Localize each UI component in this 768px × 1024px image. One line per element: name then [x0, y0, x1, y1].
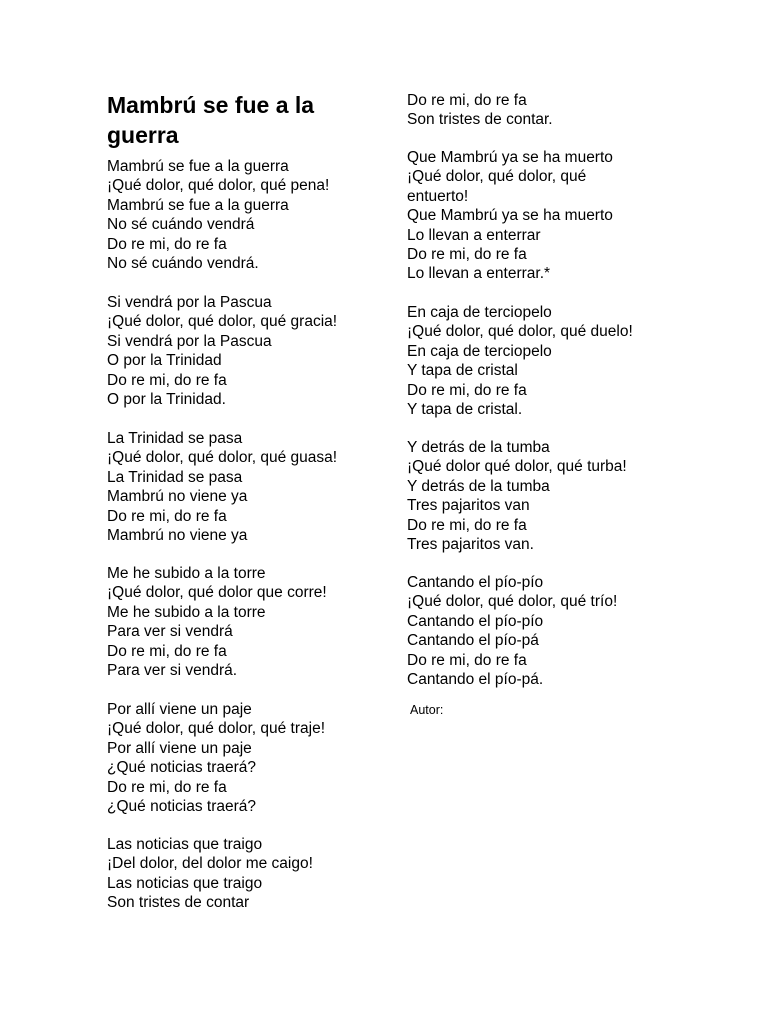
lyric-line: La Trinidad se pasa [107, 468, 243, 486]
author-label: Autor: [410, 703, 444, 717]
lyric-line: ¿Qué noticias traerá? [107, 759, 257, 777]
lyric-line: Do re mi, do re fa [407, 381, 527, 399]
stanza [407, 91, 553, 130]
lyric-line: ¡Qué dolor, qué dolor, qué pena! [107, 177, 330, 195]
lyric-line: La Trinidad se pasa [107, 430, 243, 447]
stanza [407, 438, 627, 554]
lyric-line: entuerto! [407, 187, 469, 205]
lyric-line: Para ver si vendrá [107, 623, 233, 641]
lyric-line: En caja de terciopelo [407, 342, 552, 360]
lyric-line: ¡Qué dolor, qué dolor, qué [407, 168, 587, 186]
lyric-line: Do re mi, do re fa [407, 516, 527, 534]
lyric-line: Do re mi, do re fa [407, 651, 527, 669]
lyric-line: Si vendrá por la Pascua [107, 294, 272, 311]
lyric-line: Do re mi, do re fa [107, 507, 227, 525]
lyric-line: Do re mi, do re fa [107, 778, 227, 796]
lyric-line: ¡Del dolor, del dolor me caigo! [107, 855, 313, 873]
lyric-line: No sé cuándo vendrá [107, 216, 255, 234]
lyric-line: Do re mi, do re fa [107, 235, 227, 253]
lyric-line: Si vendrá por la Pascua [107, 332, 272, 350]
lyric-line: ¡Qué dolor, qué dolor que corre! [107, 584, 327, 602]
lyric-line: Cantando el pío-pío [407, 574, 544, 591]
lyric-line: Mambrú se fue a la guerra [107, 196, 289, 214]
lyric-line: Son tristes de contar [107, 894, 250, 912]
lyric-line: Mambrú no viene ya [107, 527, 248, 545]
lyric-line: Las noticias que traigo [107, 874, 263, 892]
stanza [107, 293, 337, 409]
stanza [407, 303, 633, 419]
lyric-line: ¡Qué dolor, qué dolor, qué guasa! [107, 449, 338, 467]
lyric-line: O por la Trinidad [107, 352, 222, 370]
stanza [107, 564, 327, 680]
lyric-line: Me he subido a la torre [107, 603, 266, 621]
lyric-line: Lo llevan a enterrar [407, 226, 541, 244]
stanza [107, 429, 337, 545]
lyric-line: ¡Qué dolor, qué dolor, qué duelo! [407, 323, 633, 341]
lyric-line: En caja de terciopelo [407, 304, 552, 321]
lyric-line: Mambrú no viene ya [107, 488, 248, 506]
lyric-line: O por la Trinidad. [107, 391, 226, 409]
song-title: Mambrú se fue a la guerra [107, 92, 315, 148]
lyric-line: Do re mi, do re fa [407, 246, 527, 264]
lyric-line: Lo llevan a enterrar.* [407, 265, 551, 283]
lyric-line: Para ver si vendrá. [107, 662, 238, 680]
lyric-line: Do re mi, do re fa [107, 642, 227, 660]
lyric-line: Cantando el pío-pío [407, 612, 544, 630]
lyric-line: Las noticias que traigo [107, 836, 263, 853]
lyric-line: Que Mambrú ya se ha muerto [407, 207, 613, 225]
lyric-line: No sé cuándo vendrá. [107, 255, 259, 273]
lyric-line: ¡Qué dolor, qué dolor, qué trío! [407, 593, 618, 611]
stanza [107, 835, 313, 913]
stanza [407, 148, 613, 284]
stanza [107, 157, 329, 273]
lyric-line: Y detrás de la tumba [407, 477, 550, 495]
lyric-line: Cantando el pío-pá. [407, 671, 544, 689]
stanza [407, 573, 617, 689]
lyric-line: Que Mambrú ya se ha muerto [407, 149, 613, 166]
lyric-line: Son tristes de contar. [407, 111, 553, 129]
lyric-line: Por allí viene un paje [107, 701, 252, 718]
lyric-line: Y detrás de la tumba [407, 439, 550, 456]
lyric-line: Y tapa de cristal [407, 362, 518, 380]
lyric-line: Tres pajaritos van. [407, 536, 534, 554]
lyric-line: Do re mi, do re fa [107, 371, 227, 389]
stanza [107, 700, 325, 816]
lyric-line: ¡Qué dolor qué dolor, qué turba! [407, 458, 627, 476]
lyric-line: Do re mi, do re fa [407, 92, 527, 109]
lyric-line: Cantando el pío-pá [407, 632, 539, 650]
lyric-line: Tres pajaritos van [407, 497, 530, 515]
lyric-line: Por allí viene un paje [107, 739, 252, 757]
lyric-line: ¡Qué dolor, qué dolor, qué traje! [107, 720, 326, 738]
lyric-line: Mambrú se fue a la guerra [107, 158, 289, 175]
lyric-line: ¿Qué noticias traerá? [107, 798, 257, 816]
lyric-line: ¡Qué dolor, qué dolor, qué gracia! [107, 313, 338, 331]
lyric-line: Me he subido a la torre [107, 565, 266, 582]
lyric-line: Y tapa de cristal. [407, 401, 523, 419]
